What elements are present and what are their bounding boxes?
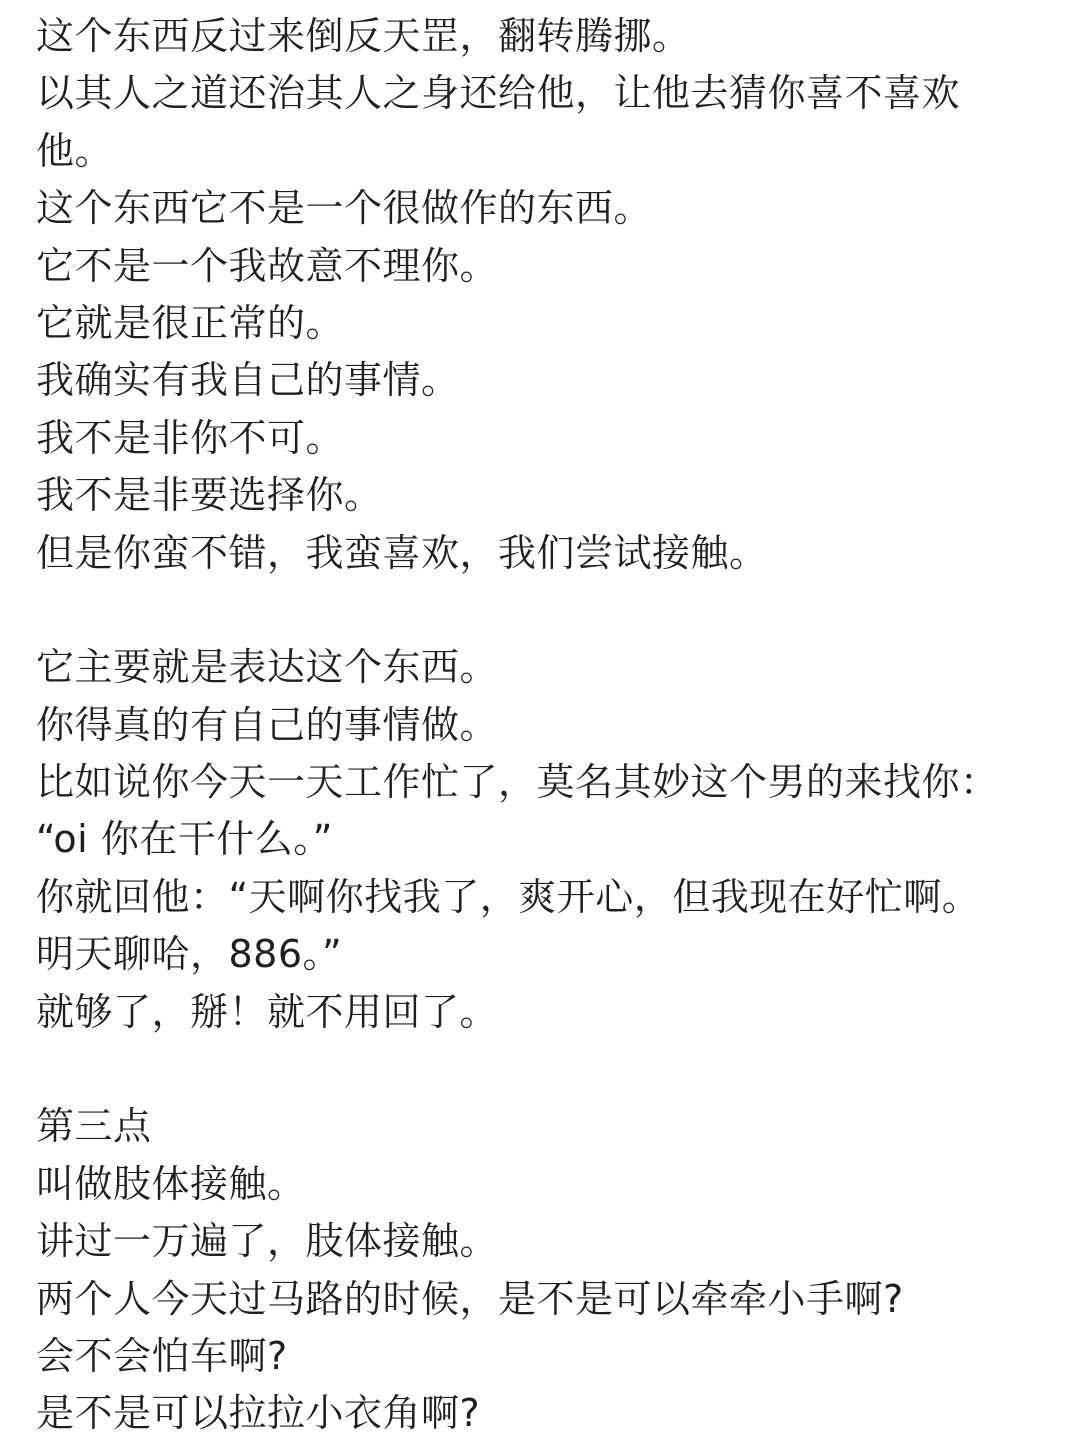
text-body [36,8,1046,1440]
text-line: 我确实有我自己的事情。 [36,358,460,403]
text-line: 你就回他：“天啊你找我了，爽开心，但我现在好忙啊。 [36,874,981,919]
text-line: 这个东西反过来倒反天罡，翻转腾挪。 [36,14,691,58]
text-line: 它不是一个我故意不理你。 [36,243,499,288]
text-line: 讲过一万遍了，肢体接触。 [36,1219,499,1264]
text-line: 是不是可以拉拉小衣角啊? [36,1391,481,1436]
text-line: 他。 [36,128,114,173]
text-line: 会不会怕车啊? [36,1333,288,1378]
text-line: 以其人之道还治其人之身还给他，让他去猜你喜不喜欢 [36,71,961,116]
blank-line [36,582,1046,639]
text-line: 比如说你今天一天工作忙了，莫名其妙这个男的来找你： [36,760,999,805]
text-line: 两个人今天过马路的时候，是不是可以牵牵小手啊? [36,1276,904,1321]
section-heading: 第三点 [36,1104,152,1149]
text-line: 就够了，掰！就不用回了。 [36,989,499,1034]
text-line: 它主要就是表达这个东西。 [36,645,499,690]
text-line: 明天聊哈，886。” [36,932,343,977]
text-line: 它就是很正常的。 [36,300,345,345]
text-line: 但是你蛮不错，我蛮喜欢，我们尝试接触。 [36,530,768,575]
text-line: 我不是非要选择你。 [36,473,383,518]
blank-line [36,1041,1046,1098]
text-line: 你得真的有自己的事情做。 [36,702,499,747]
text-line: 叫做肢体接触。 [36,1161,306,1206]
text-line: 这个东西它不是一个很做作的东西。 [36,186,653,231]
text-line: “oi 你在干什么。” [36,817,333,862]
text-line: 我不是非你不可。 [36,415,345,460]
